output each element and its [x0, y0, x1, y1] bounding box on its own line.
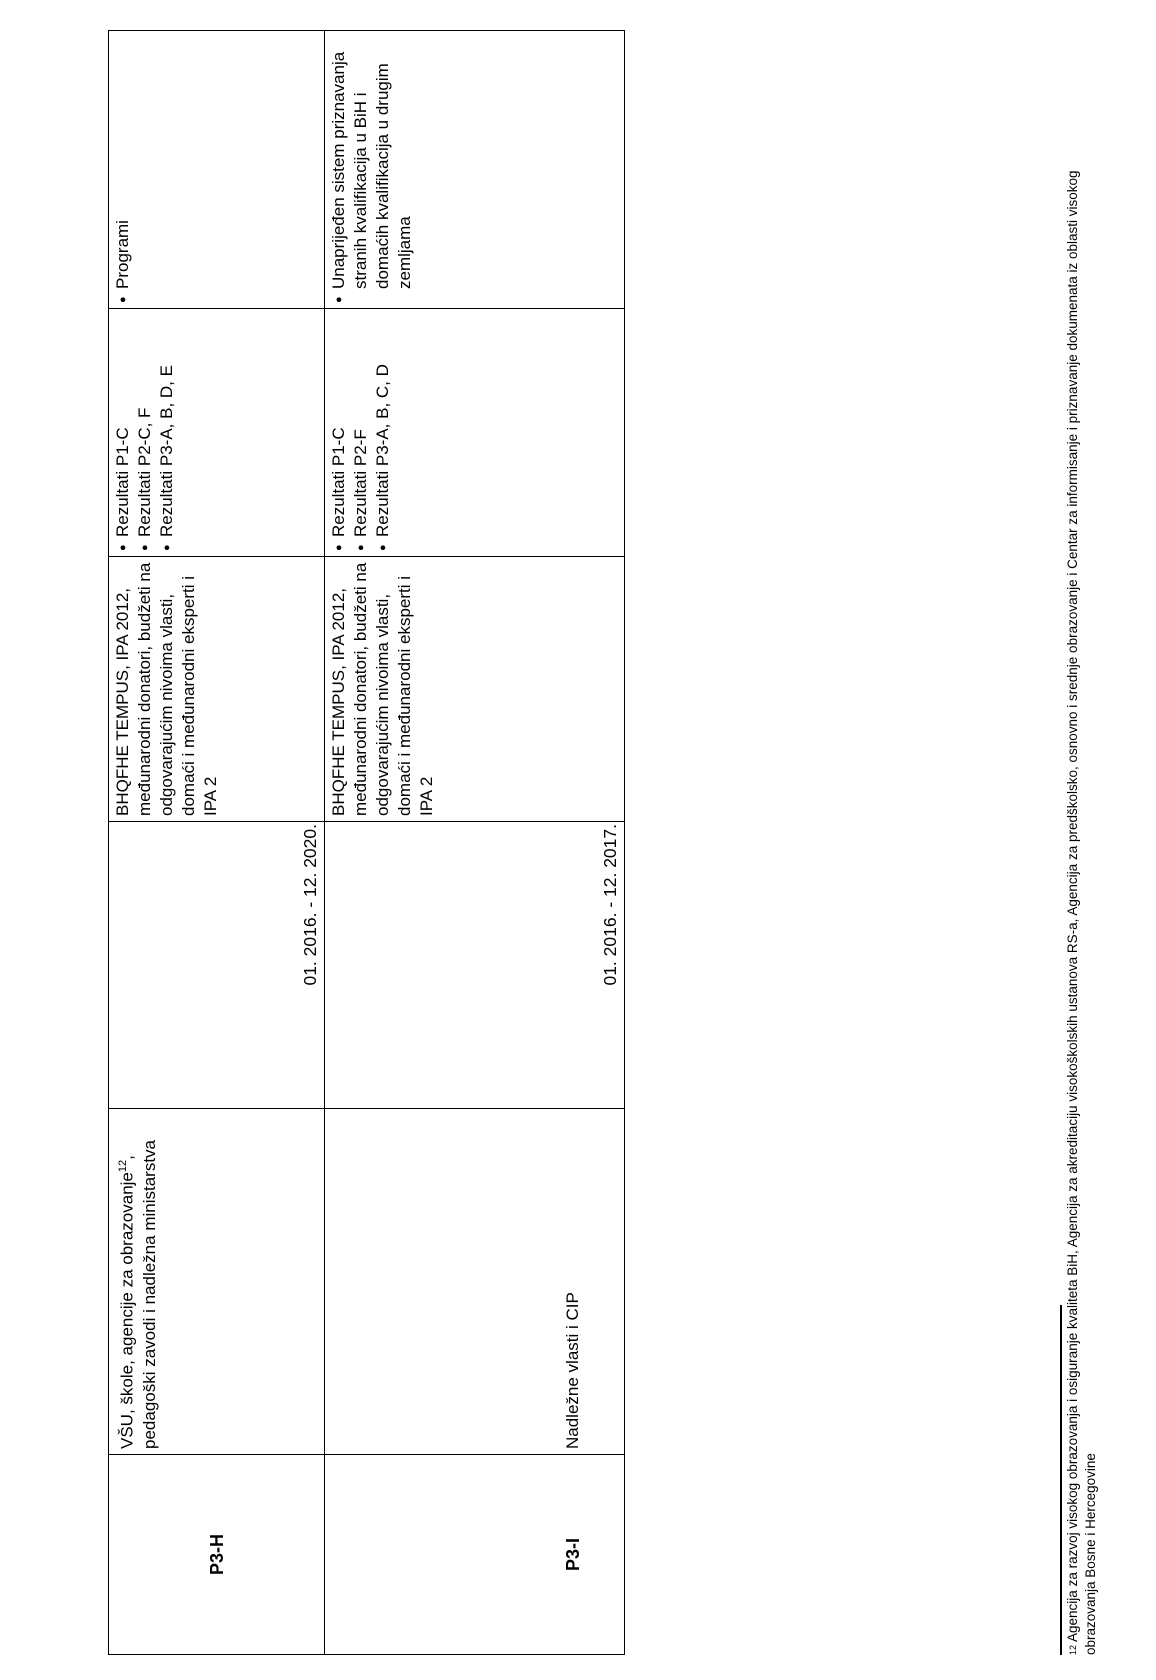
- results-cell: [109, 309, 325, 557]
- action-plan-table: [108, 30, 625, 1655]
- outputs-cell: [325, 31, 625, 309]
- row-code: P3-I: [325, 1455, 625, 1655]
- responsible-text: VŠU, škole, agencije za obrazovanje: [117, 1172, 137, 1449]
- list-item: ● Rezultati P3-A, B, C, D: [372, 314, 394, 551]
- list-item: ● Rezultati P3-A, B, D, E: [156, 314, 178, 551]
- list-item: ● Programi: [112, 36, 134, 303]
- responsible-cell: [109, 1109, 325, 1455]
- list-item: ● Rezultati P2-F: [350, 314, 372, 551]
- footnote-reference: 12: [117, 1159, 129, 1173]
- row-code: P3-H: [109, 1455, 325, 1655]
- outputs-cell: [109, 31, 325, 309]
- footnote-text: Agencija za razvoj visokog obrazovanja i osiguranje kvaliteta BiH, Agencija za akreditaciju visokoškolskih ustanova RS-a, Agencija za predškolsko, osnovno i srednje obrazovanje i Centar za informisanje i priznavanje dokumenata iz oblasti visokog obrazovanja Bosne i Hercegovine: [1065, 170, 1098, 1655]
- responsible-text-cont: , pedagoški zavodi i nadležna ministarstva: [117, 1139, 159, 1449]
- list-item: ● Unaprijeđen sistem priznavanja stranih kvalifikacija u BiH i domaćih kvalifikacija u drugim zemljama: [328, 36, 416, 303]
- footnote: [1064, 95, 1100, 1655]
- responsible-cell: Nadležne vlasti i CIP: [325, 1109, 625, 1455]
- results-cell: [325, 309, 625, 557]
- footnote-divider: [1060, 1305, 1062, 1655]
- table-row-p3-h: [109, 31, 325, 1655]
- footnote-number: 12: [1068, 1644, 1078, 1655]
- sources-cell: BHQFHE TEMPUS, IPA 2012, međunarodni donatori, budžeti na odgovarajućim nivoima vlasti, domaći i međunarodni eksperti i IPA 2: [109, 557, 325, 822]
- period-cell: 01. 2016. - 12. 2020.: [109, 822, 325, 1109]
- list-item: ● Rezultati P1-C: [328, 314, 350, 551]
- list-item: ● Rezultati P1-C: [112, 314, 134, 551]
- sources-cell: BHQFHE TEMPUS, IPA 2012, međunarodni donatori, budžeti na odgovarajućim nivoima vlasti, domaći i međunarodni eksperti i IPA 2: [325, 557, 625, 822]
- table-row-p3-i: [325, 31, 625, 1655]
- period-cell: 01. 2016. - 12. 2017.: [325, 822, 625, 1109]
- list-item: ● Rezultati P2-C, F: [134, 314, 156, 551]
